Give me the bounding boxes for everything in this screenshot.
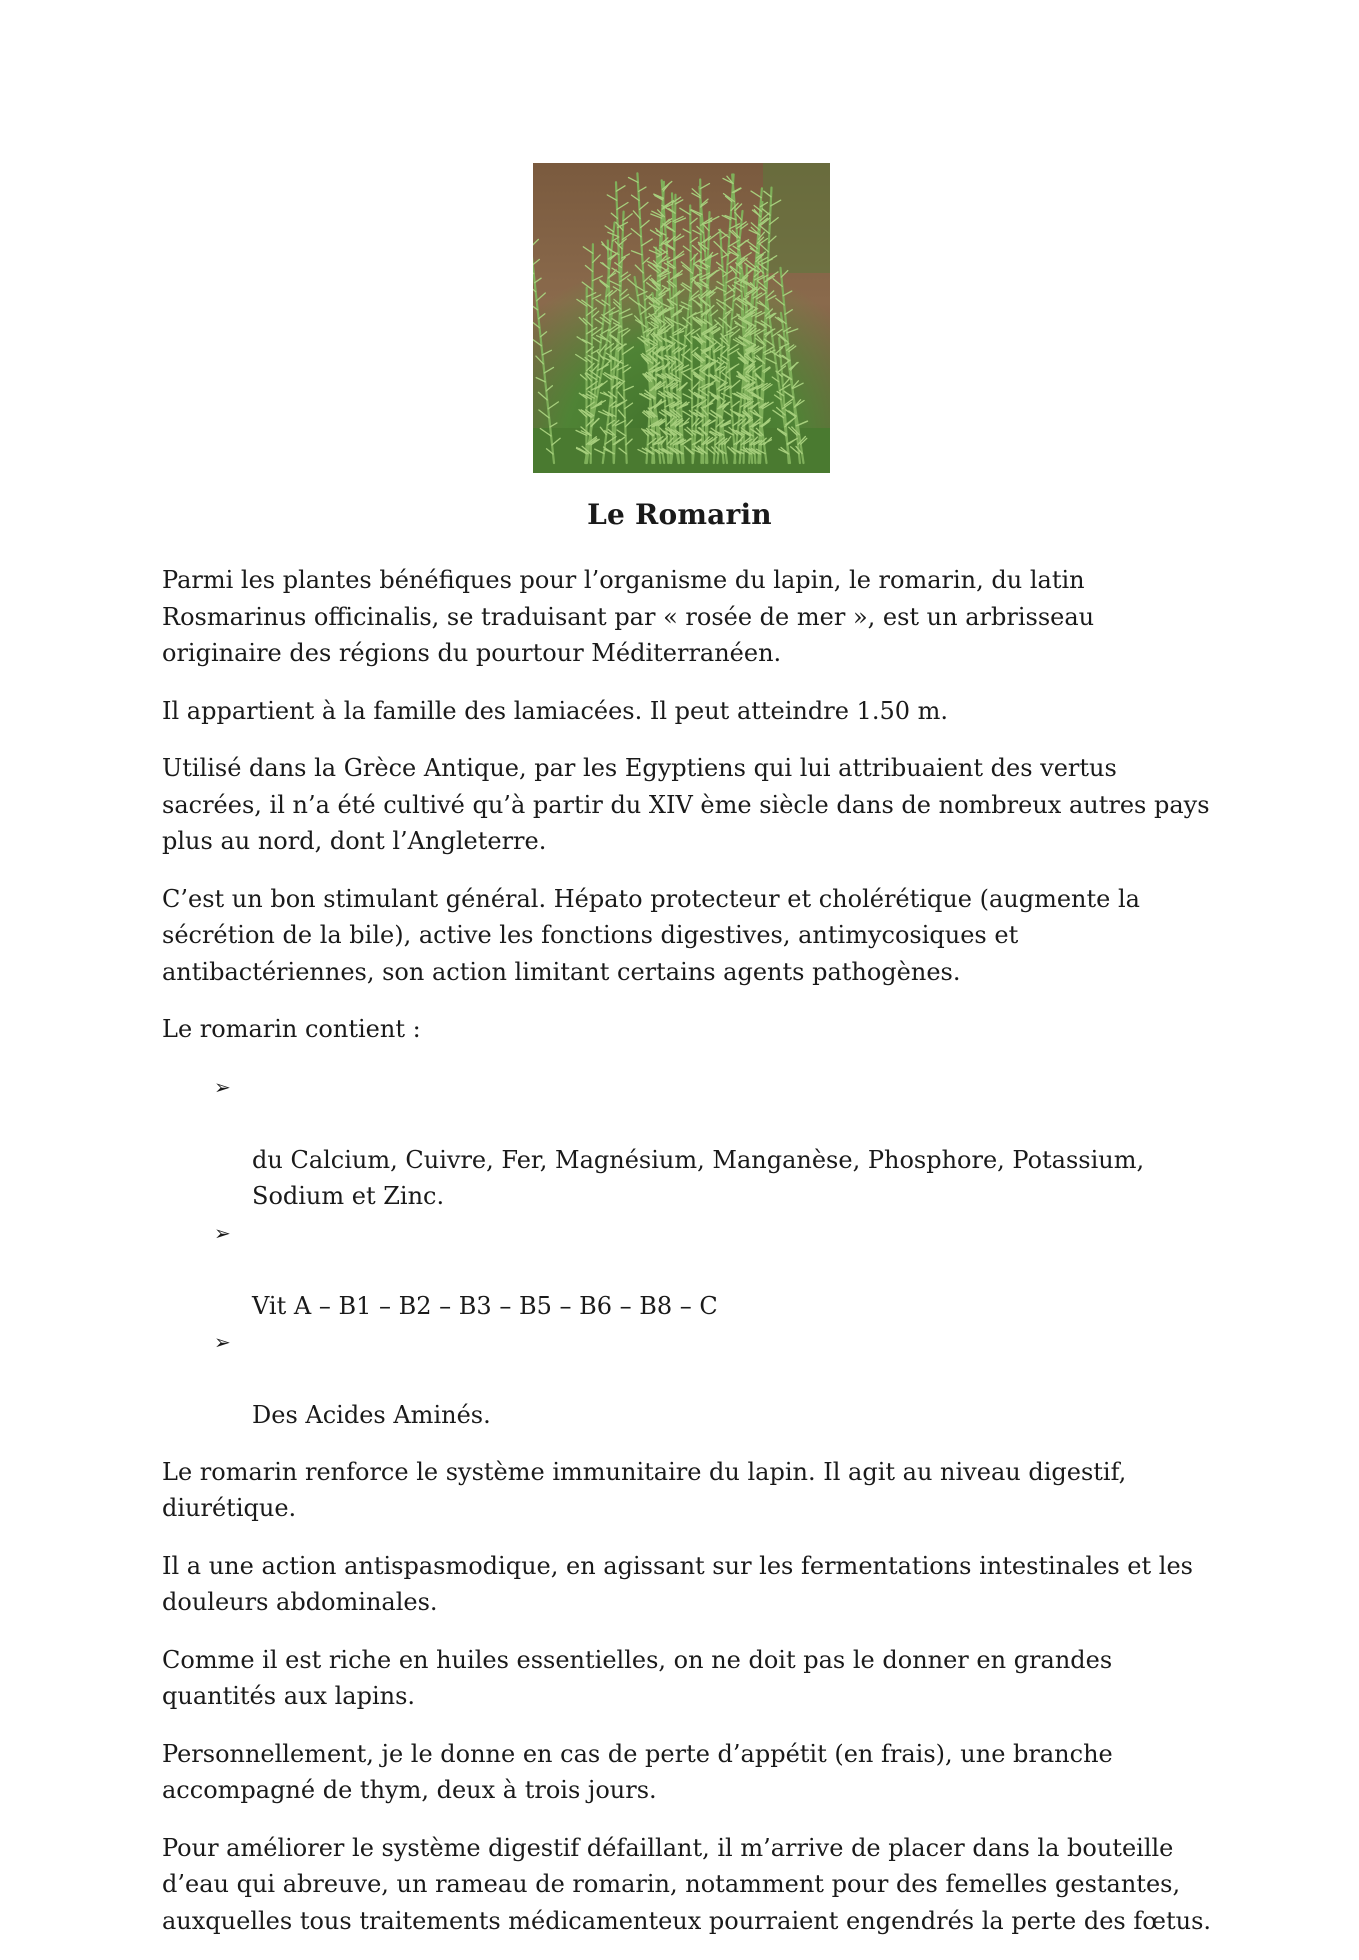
list-item [252, 1069, 1222, 1215]
paragraph-personal-use: Personnellement, je le donne en cas de perte d’appétit (en frais), une branche accompagné de thym, deux à trois jours. [162, 1736, 1222, 1809]
paragraph-immunity: Le romarin renforce le système immunitaire du lapin. Il agit au niveau digestif, diurétique. [162, 1454, 1222, 1527]
paragraph-digestive-use: Pour améliorer le système digestif défaillant, il m’arrive de placer dans la bouteille d’eau qui abreuve, un rameau de romarin, notamment pour des femelles gestantes, auxquelles tous traitements médicamenteux pourraient engendrés la perte des fœtus. [162, 1830, 1222, 1940]
rosemary-photo [533, 163, 830, 473]
paragraph-family: Il appartient à la famille des lamiacées. Il peut atteindre 1.50 m. [162, 693, 1222, 730]
paragraph-contains-intro: Le romarin contient : [162, 1011, 1222, 1048]
paragraph-intro: Parmi les plantes bénéfiques pour l’organisme du lapin, le romarin, du latin Rosmarinus officinalis, se traduisant par « rosée de mer », est un arbrisseau originaire des régions du pourtour Méditerranéen. [162, 562, 1222, 672]
arrow-bullet-icon: ➢ [214, 1324, 231, 1361]
list-item [252, 1324, 1222, 1434]
paragraph-properties: C’est un bon stimulant général. Hépato protecteur et cholérétique (augmente la sécrétion de la bile), active les fonctions digestives, antimycosiques et antibactériennes, son action limitant certains agents pathogènes. [162, 881, 1222, 991]
nutrient-list [162, 1069, 1222, 1434]
paragraph-antispasmodic: Il a une action antispasmodique, en agissant sur les fermentations intestinales et les douleurs abdominales. [162, 1548, 1222, 1621]
list-item [252, 1215, 1222, 1325]
document-title: Le Romarin [0, 498, 1359, 531]
document-body [162, 562, 1222, 1960]
list-item-text: Vit A – B1 – B2 – B3 – B5 – B6 – B8 – C [252, 1292, 718, 1320]
list-item-text: Des Acides Aminés. [252, 1401, 491, 1429]
arrow-bullet-icon: ➢ [214, 1069, 231, 1106]
paragraph-history: Utilisé dans la Grèce Antique, par les Egyptiens qui lui attribuaient des vertus sacrées, il n’a été cultivé qu’à partir du XIV ème siècle dans de nombreux autres pays plus au nord, dont l’Angleterre. [162, 750, 1222, 860]
arrow-bullet-icon: ➢ [214, 1215, 231, 1252]
paragraph-essential-oils: Comme il est riche en huiles essentielles, on ne doit pas le donner en grandes quantités aux lapins. [162, 1642, 1222, 1715]
list-item-text: du Calcium, Cuivre, Fer, Magnésium, Manganèse, Phosphore, Potassium, Sodium et Zinc. [252, 1146, 1144, 1211]
